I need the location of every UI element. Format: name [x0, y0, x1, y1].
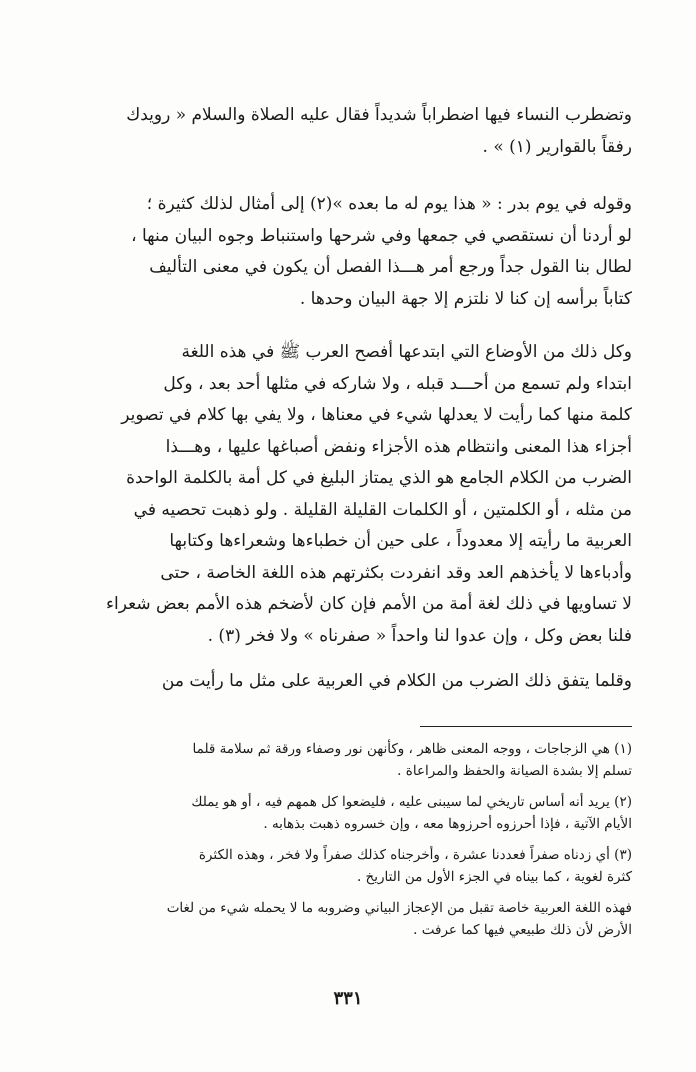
paragraph [54, 337, 632, 652]
footnote-line: كثرة لغوية ، كما بيناه في الجزء الأول من التاريخ . [356, 869, 632, 885]
text-line: الضرب من الكلام الجامع هو الذي يمتاز البليغ في كل أمة بالكلمة الواحدة [126, 468, 632, 488]
footnote [54, 738, 632, 782]
text-line: وقلما يتفق ذلك الضرب من الكلام في العربية على مثل ما رأيت من [161, 671, 632, 691]
text-line: وتضطرب النساء فيها اضطراباً شديداً فقال عليه الصلاة والسلام « رويدك [126, 105, 632, 125]
text-line: لطال بنا القول جداً ورجع أمر هـــذا الفصل أن يكون في معنى التأليف [149, 257, 632, 277]
text-line: كتاباً برأسه إن كنا لا نلتزم إلا جهة البيان وحدها . [299, 288, 632, 309]
paragraph [54, 100, 632, 163]
text-line: ابتداء ولم تسمع من أحـــد قبله ، ولا شاركه في مثلها أحد بعد ، وكل [163, 373, 632, 394]
paragraph [54, 189, 632, 315]
footnote [54, 791, 632, 835]
footnote-line: تسلم إلا بشدة الصيانة والحفظ والمراعاة . [397, 763, 632, 779]
text-line: كلمة منها كما رأيت لا يعدلها شيء في معناها ، ولا يفي بها كلام في تصوير [121, 405, 632, 425]
footnote-line: (٢) يريد أنه أساس تاريخي لما سيبنى عليه ، فليضعوا كل همهم فيه ، أو هو يملك [191, 794, 632, 810]
text-line: فلنا بعض وكل ، وإن عدوا لنا واحداً « صفرناه » ولا فخر (٣) . [207, 625, 632, 646]
text-line: رفقاً بالقوارير (١) » . [482, 136, 632, 157]
footnote-divider [420, 726, 632, 727]
paragraph [54, 666, 632, 698]
footnote-line: (٣) أي زدناه صفراً فعددنا عشرة ، وأخرجناه كذلك صفراً ولا فخر ، وهذه الكثرة [198, 847, 632, 863]
text-line: لو أردنا أن نستقصي في جمعها وفي شرحها واستنباط وجوه البيان منها ، [131, 225, 632, 246]
page-number: ٣٣١ [333, 988, 363, 1009]
text-line: من مثله ، أو الكلمتين ، أو الكلمات القليلة القليلة . ولو ذهبت تحصيه في [133, 499, 632, 520]
footnote [54, 844, 632, 888]
text-line: أجزاء هذا المعنى وانتظام هذه الأجزاء ونفض أصباغها عليها ، وهـــذا [165, 436, 632, 457]
text-line: العربية ما رأيته إلا معدوداً ، على حين أن خطباءها وشعراءها وكتابها [169, 531, 632, 551]
main-text [54, 100, 632, 714]
footnote-line: الأيام الآتية ، فإذا أحرزوه أحرزوها معه ، وإن خسروه ذهبت بذهابه . [263, 816, 632, 832]
text-line: وقوله في يوم بدر : « هذا يوم له ما بعده »(٢) إلى أمثال لذلك كثيرة ؛ [146, 194, 632, 214]
footnote-line: الأرض لأن ذلك طبيعي فيها كما عرفت . [413, 922, 632, 938]
text-line: لا تساويها في ذلك لغة أمة من الأمم فإن كان لأضخم هذه الأمم بعض شعراء [106, 594, 632, 614]
text-line: وكل ذلك من الأوضاع التي ابتدعها أفصح العرب ﷺ في هذه اللغة [181, 342, 632, 362]
footnote-line: (١) هي الزجاجات ، ووجه المعنى ظاهر ، وكأنهن نور وصفاء ورقة ثم سلامة قلما [192, 741, 632, 757]
footnote-line: فهذه اللغة العربية خاصة تقبل من الإعجاز البياني وضروبه ما لا يحمله شيء من لغات [166, 900, 632, 916]
text-line: وأدباءها لا يأخذهم العد وقد انفردت بكثرتهم هذه اللغة الخاصة ، حتى [160, 562, 632, 583]
footnotes [54, 738, 632, 941]
footnote [54, 897, 632, 941]
